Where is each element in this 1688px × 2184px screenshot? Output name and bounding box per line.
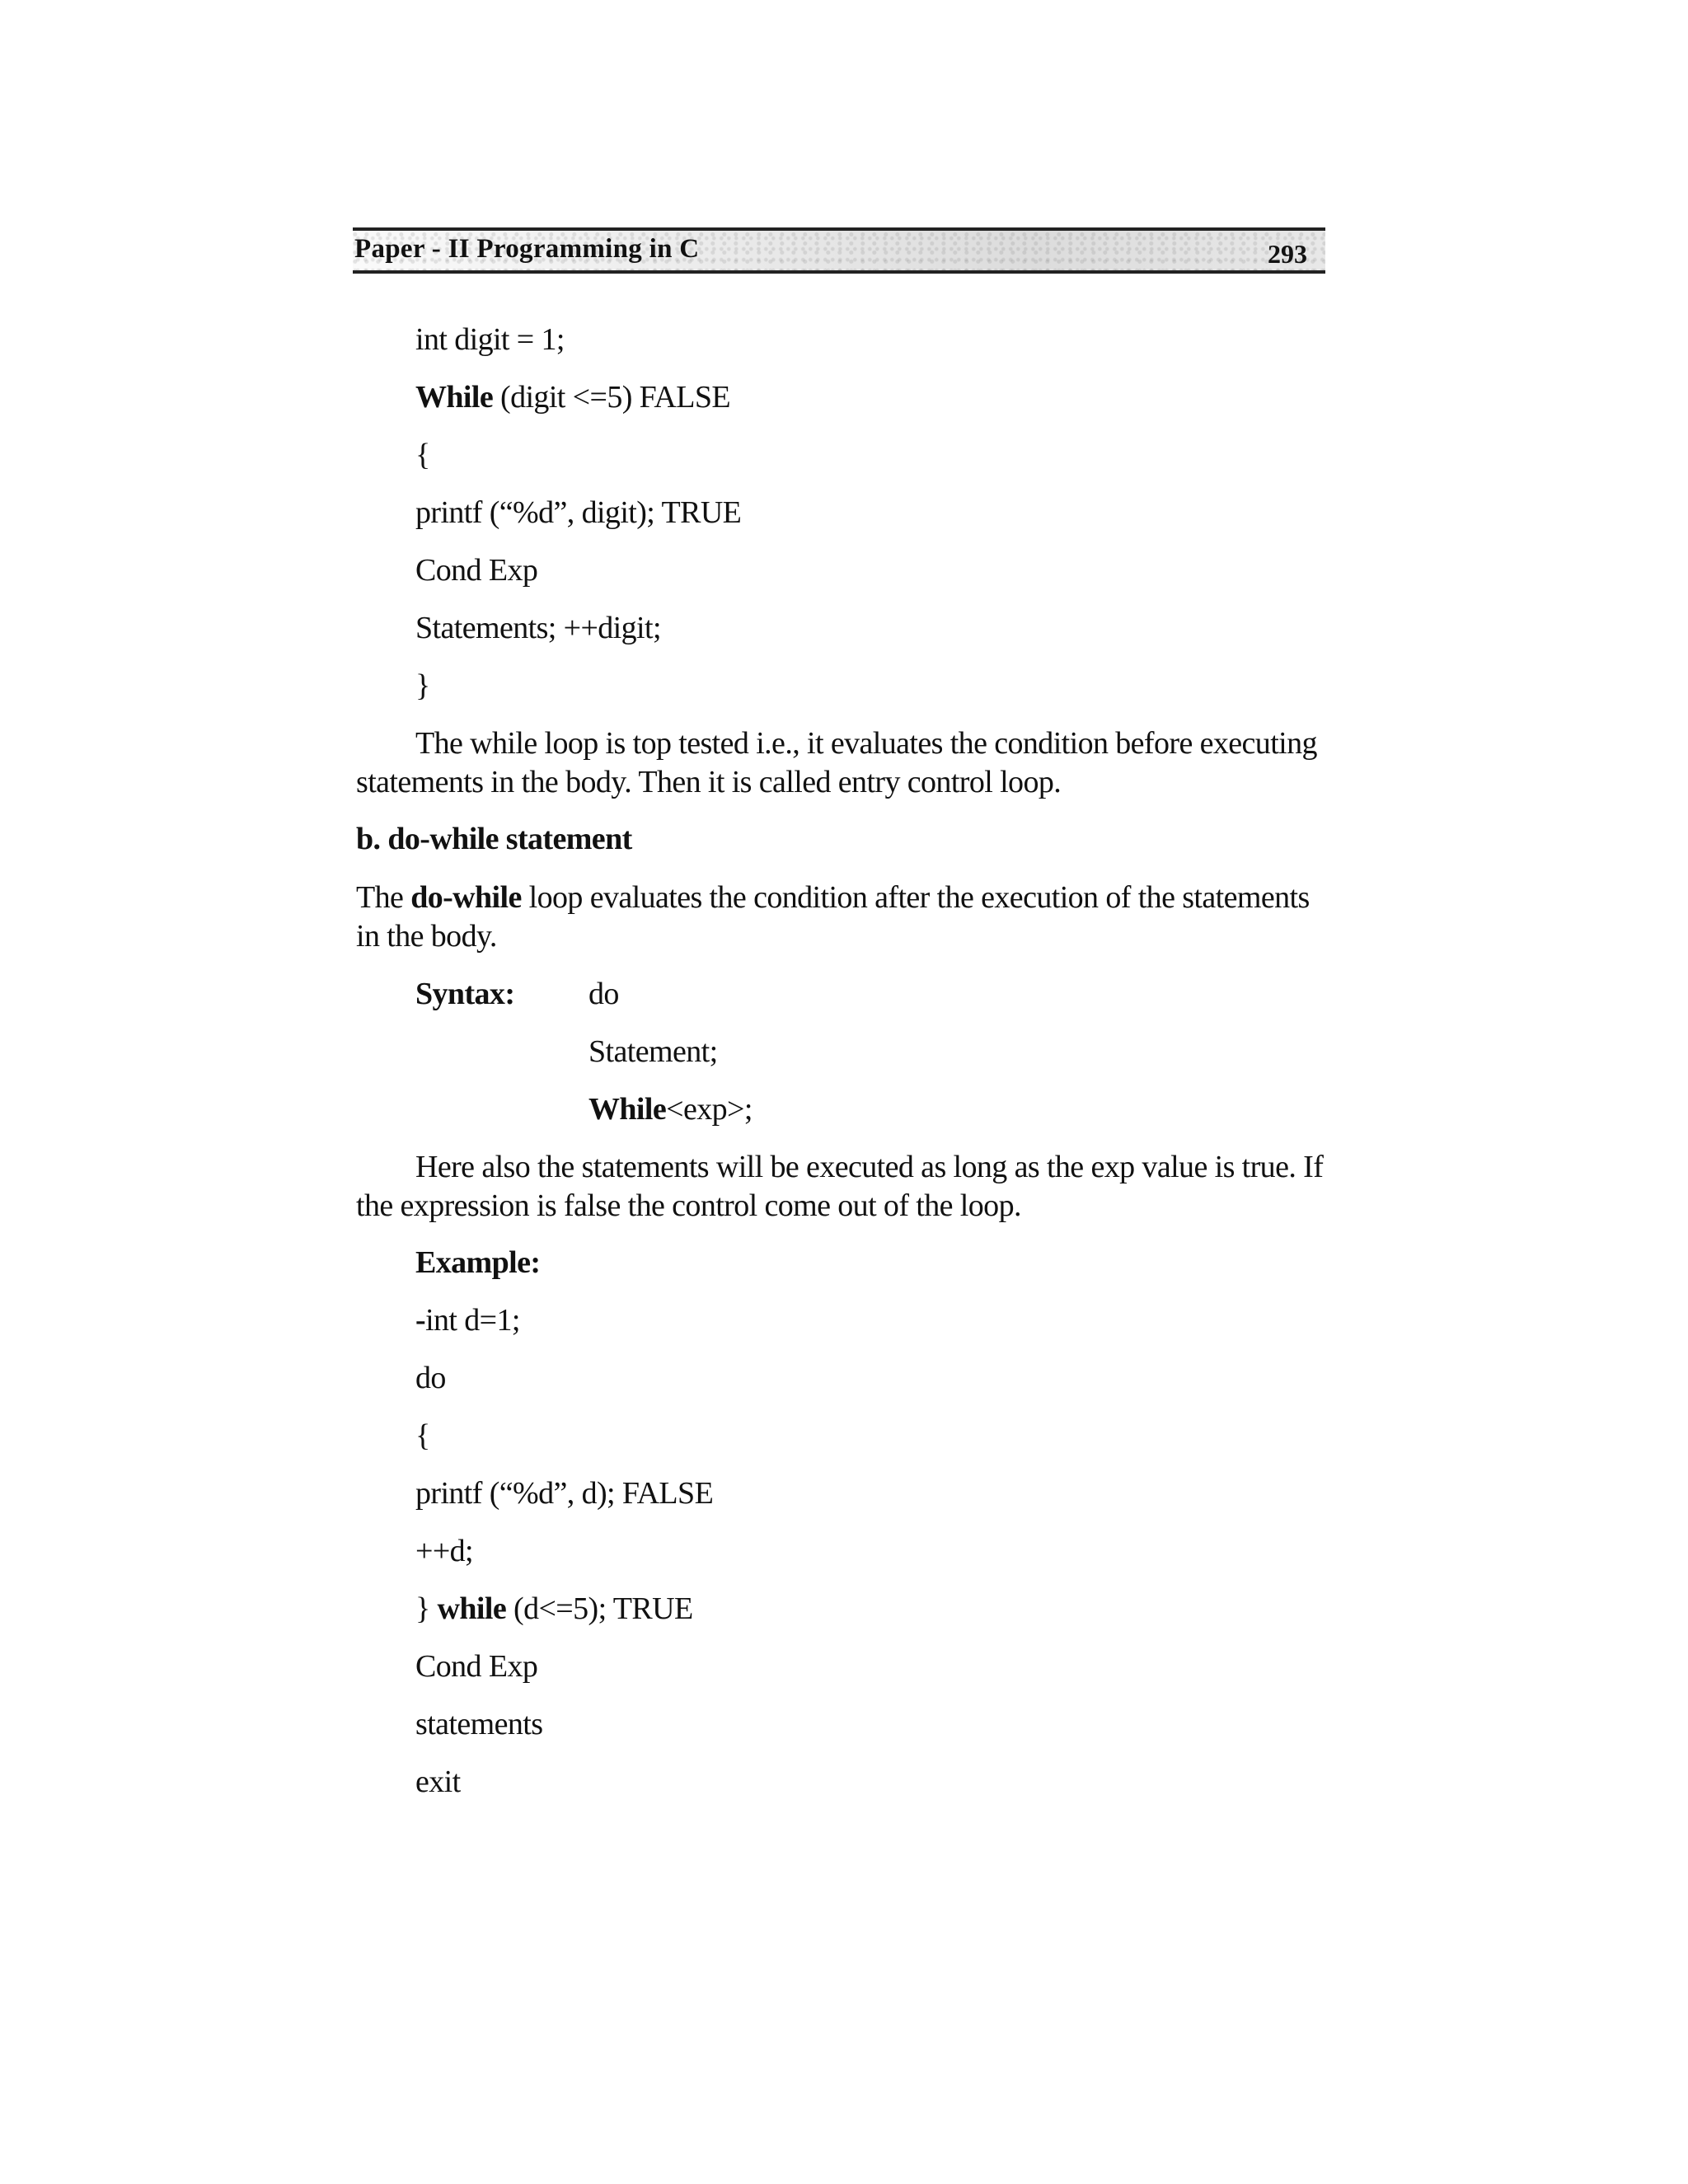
code-line: ++d; — [415, 1534, 474, 1568]
paragraph: Here also the statements will be executed as long as the exp value is true. If the expression is false the control come out of the loop. — [356, 1150, 1324, 1223]
code-line: { — [415, 438, 430, 472]
code-line: While (digit <=5) FALSE — [415, 380, 730, 415]
code-line: exit — [415, 1765, 461, 1799]
paragraph: The do-while loop evaluates the condition after the execution of the statements in the body. — [356, 880, 1310, 954]
code-line: printf (“%d”, d); FALSE — [415, 1476, 714, 1511]
code-line: statements — [415, 1707, 543, 1741]
section-heading: b. do-while statement — [356, 822, 632, 856]
header-title: Paper - II Programming in C — [354, 234, 700, 264]
code-line: } while (d<=5); TRUE — [415, 1591, 693, 1626]
code-line: -int d=1; — [415, 1303, 520, 1338]
syntax-label: Syntax: — [415, 977, 515, 1011]
code-line: } — [415, 668, 430, 703]
code-line: do — [415, 1361, 446, 1395]
code-line: Cond Exp — [415, 553, 538, 588]
code-line: { — [415, 1418, 430, 1453]
running-header — [353, 227, 1325, 274]
code-line: Statement; — [588, 1034, 718, 1069]
code-line: Cond Exp — [415, 1649, 538, 1684]
code-line: int digit = 1; — [415, 322, 565, 357]
paragraph: The while loop is top tested i.e., it evaluates the condition before executing statements in the body. Then it is called entry control loop. — [356, 726, 1317, 799]
code-line: printf (“%d”, digit); TRUE — [415, 495, 742, 530]
code-line: do — [588, 977, 619, 1011]
example-label: Example: — [415, 1245, 541, 1280]
code-line: While<exp>; — [588, 1092, 753, 1127]
keyword: While — [415, 380, 494, 415]
code-line: Statements; ++digit; — [415, 611, 661, 645]
page-number: 293 — [1268, 239, 1307, 269]
